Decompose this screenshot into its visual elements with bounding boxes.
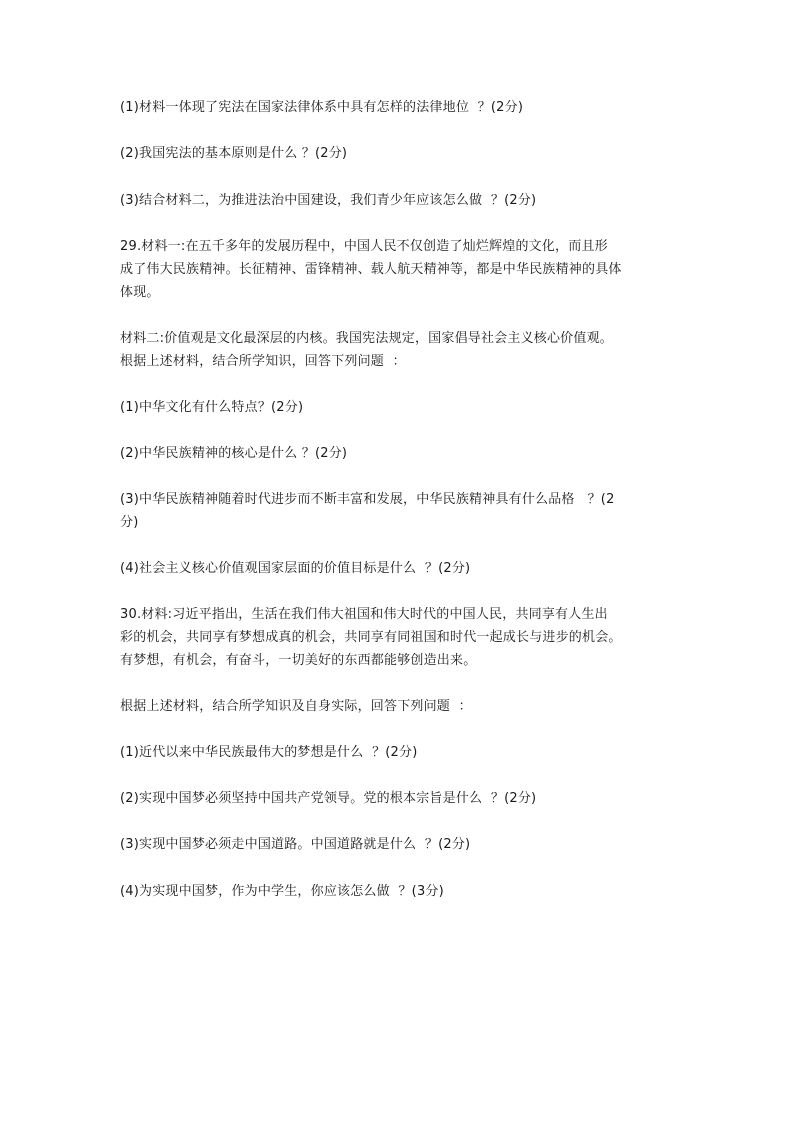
question-29-2: (2)中华民族精神的核心是什么 ？(2分) [120, 446, 348, 461]
question-28-2: (2)我国宪法的基本原则是什么 ？(2分) [120, 146, 348, 161]
question-30-3: (3)实现中国梦必须走中国道路。中国道路就是什么 ？(2分) [120, 837, 471, 852]
question-29-3-line-2: 分) [120, 515, 139, 530]
question-29-3-line-1: (3)中华民族精神随着时代进步而不断丰富和发展，中华民族精神具有什么品格 ？(2 [120, 492, 615, 507]
question-29-4: (4)社会主义核心价值观国家层面的价值目标是什么 ？(2分) [120, 561, 471, 576]
question-29-1: (1)中华文化有什么特点？(2分) [120, 400, 304, 415]
question-30-4: (4)为实现中国梦，作为中学生，你应该怎么做 ？(3分) [120, 884, 444, 899]
question-30-1: (1)近代以来中华民族最伟大的梦想是什么 ？(2分) [120, 745, 418, 760]
material-30-line-3: 有梦想，有机会，有奋斗，一切美好的东西都能够创造出来。 [120, 653, 477, 668]
material-29-2-line-1: 材料二:价值观是文化最深层的内核。我国宪法规定，国家倡导社会主义核心价值观。 [120, 331, 613, 346]
material-29-1-line-2: 成了伟大民族精神。长征精神、雷锋精神、载人航天精神等，都是中华民族精神的具体 [120, 262, 622, 277]
question-30-2: (2)实现中国梦必须坚持中国共产党领导。党的根本宗旨是什么 ？(2分) [120, 791, 537, 806]
material-29-1-line-3: 体现。 [120, 285, 160, 300]
question-28-3: (3)结合材料二，为推进法治中国建设，我们青少年应该怎么做 ？(2分) [120, 193, 537, 208]
instruction-30: 根据上述材料，结合所学知识及自身实际，回答下列问题 ： [120, 699, 472, 714]
material-29-2-line-2: 根据上述材料，结合所学知识，回答下列问题 ： [120, 354, 406, 369]
material-30-line-1: 30.材料:习近平指出，生活在我们伟大祖国和伟大时代的中国人民，共同享有人生出 [120, 607, 608, 622]
question-28-1: (1)材料一体现了宪法在国家法律体系中具有怎样的法律地位 ？(2分) [120, 100, 524, 115]
material-29-1-line-1: 29.材料一:在五千多年的发展历程中，中国人民不仅创造了灿烂辉煌的文化，而且形 [120, 239, 608, 254]
material-30-line-2: 彩的机会，共同享有梦想成真的机会，共同享有同祖国和时代一起成长与进步的机会。 [120, 630, 622, 645]
